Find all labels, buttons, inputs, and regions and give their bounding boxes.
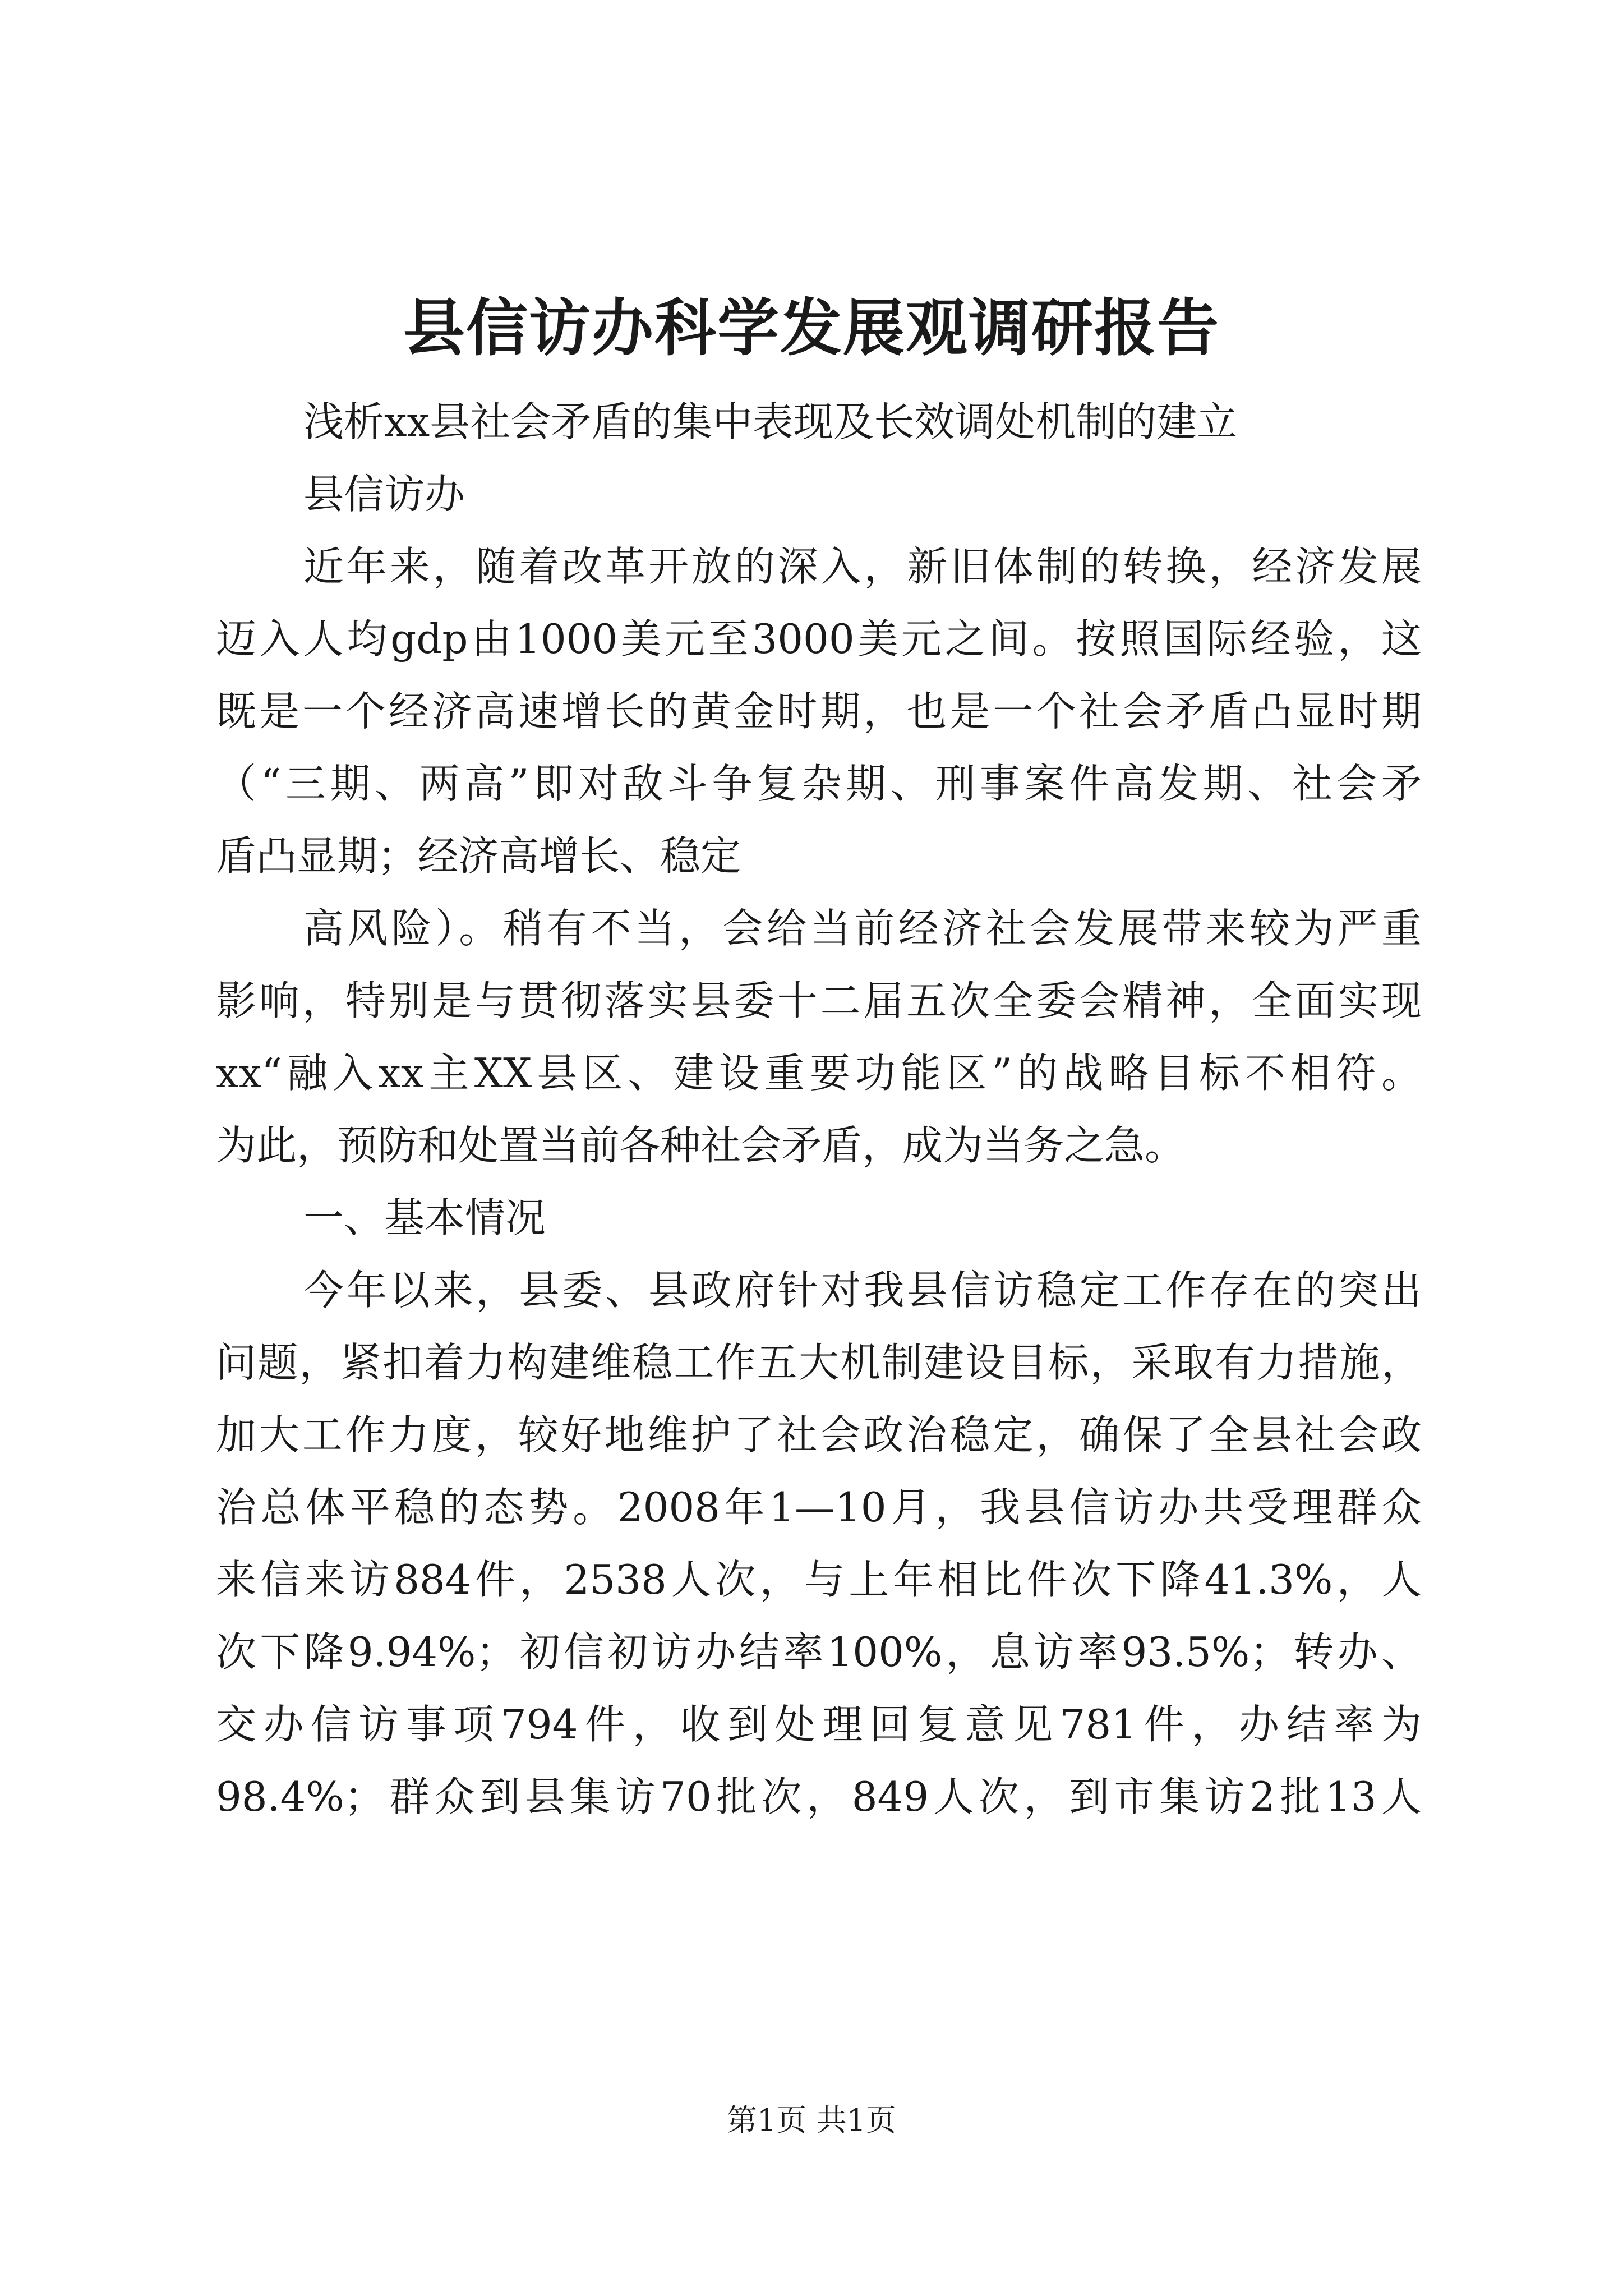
text-line: 县信访办 [303, 471, 465, 518]
text-line: 浅析xx县社会矛盾的集中表现及长效调处机制的建立 [303, 398, 1238, 445]
document-body [216, 386, 1422, 1833]
text-line: 来信来访884件，2538人次，与上年相比件次下降41.3%，人 [216, 1556, 1422, 1603]
text-line: xx“融入xx主XX县区、建设重要功能区”的战略目标不相符。 [216, 1050, 1422, 1097]
document-title: 县信访办科学发展观调研报告 [403, 292, 1220, 364]
text-line: 一、基本情况 [303, 1194, 546, 1241]
text-line: 迈入人均gdp由1000美元至3000美元之间。按照国际经验，这 [216, 615, 1422, 662]
text-line: 次下降9.94%；初信初访办结率100%，息访率93.5%；转办、 [216, 1628, 1422, 1676]
text-line: 为此，预防和处置当前各种社会矛盾，成为当务之急。 [216, 1122, 1186, 1169]
text-line: 高风险）。稍有不当，会给当前经济社会发展带来较为严重 [303, 905, 1422, 952]
text-line: 98.4%；群众到县集访70批次，849人次，到市集访2批13人 [216, 1773, 1422, 1820]
page-footer: 第1页 共1页 [727, 2102, 896, 2138]
text-line: 既是一个经济高速增长的黄金时期，也是一个社会矛盾凸显时期 [216, 688, 1422, 735]
text-line: 治总体平稳的态势。2008年1—10月，我县信访办共受理群众 [216, 1484, 1422, 1531]
text-line: 问题，紧扣着力构建维稳工作五大机制建设目标，采取有力措施， [216, 1339, 1422, 1386]
text-line: 影响，特别是与贯彻落实县委十二届五次全委会精神，全面实现 [216, 977, 1422, 1024]
text-line: 加大工作力度，较好地维护了社会政治稳定，确保了全县社会政 [216, 1411, 1422, 1458]
text-line: 今年以来，县委、县政府针对我县信访稳定工作存在的突出 [303, 1267, 1422, 1314]
text-line: 近年来，随着改革开放的深入，新旧体制的转换，经济发展 [303, 543, 1422, 590]
text-line: 盾凸显期；经济高增长、稳定 [216, 832, 741, 880]
text-line: 交办信访事项794件，收到处理回复意见781件，办结率为 [216, 1701, 1422, 1748]
text-line: （“三期、两高”即对敌斗争复杂期、刑事案件高发期、社会矛 [216, 760, 1422, 807]
